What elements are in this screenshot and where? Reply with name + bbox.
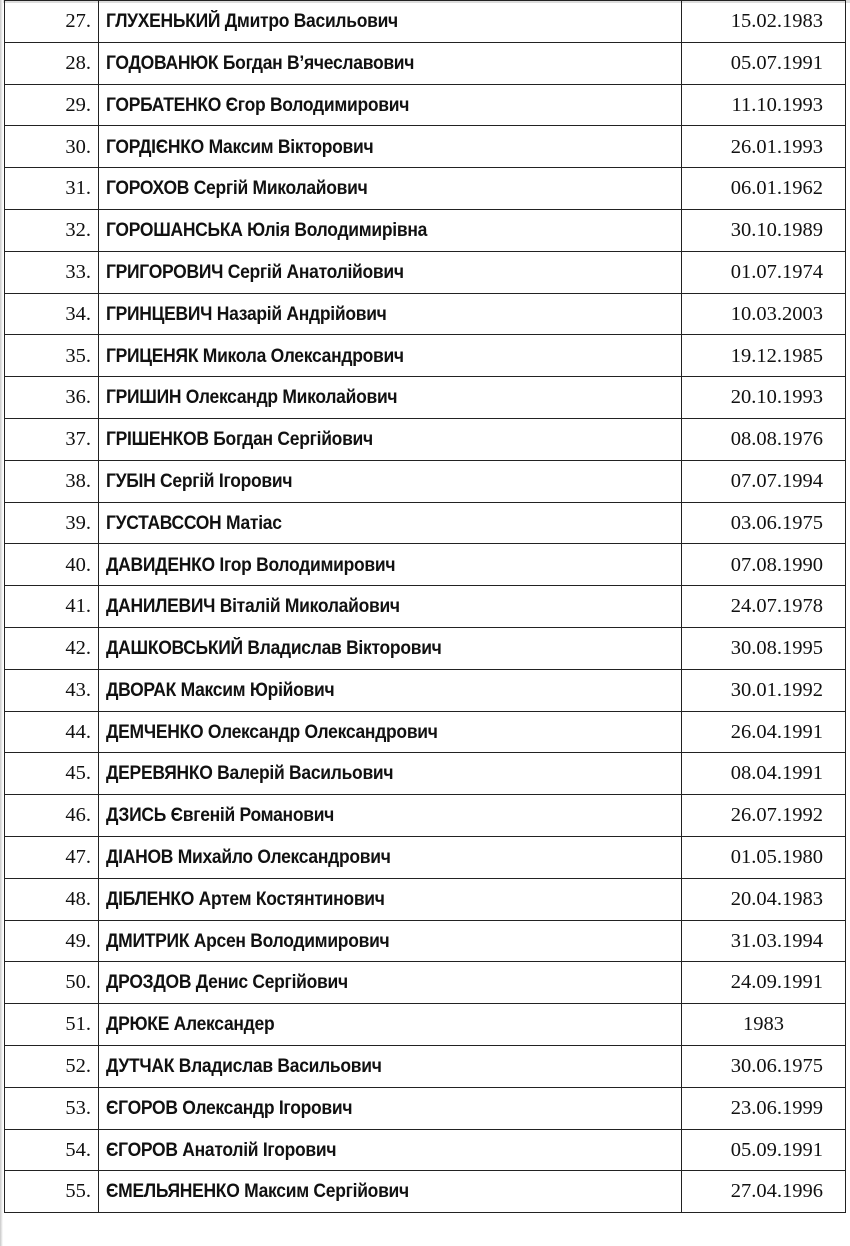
table-row — [5, 335, 846, 377]
row-number: 48. — [5, 878, 99, 920]
table-row — [5, 753, 846, 795]
name-cell — [99, 795, 682, 837]
row-number: 38. — [5, 460, 99, 502]
full-name: ДМИТРИК Арсен Володимирович — [106, 930, 390, 952]
name-cell — [99, 753, 682, 795]
table-row — [5, 586, 846, 628]
birth-date: 08.04.1991 — [682, 753, 846, 795]
full-name: ГРИНЦЕВИЧ Назарій Андрійович — [106, 303, 387, 325]
full-name: ДІБЛЕНКО Артем Костянтинович — [106, 888, 385, 910]
row-number: 49. — [5, 920, 99, 962]
full-name: ГОДОВАНЮК Богдан В’ячеславович — [106, 52, 415, 74]
full-name: ДРЮКЕ Александер — [106, 1014, 275, 1036]
table-row — [5, 1129, 846, 1171]
table-row — [5, 1045, 846, 1087]
row-number: 43. — [5, 669, 99, 711]
name-cell — [99, 377, 682, 419]
table-row — [5, 502, 846, 544]
full-name: ДВОРАК Максим Юрійович — [106, 679, 335, 701]
full-name: ГОРОШАНСЬКА Юлія Володимирівна — [106, 220, 428, 242]
full-name: ЄГОРОВ Олександр Ігорович — [106, 1097, 353, 1119]
full-name: ГУБІН Сергій Ігорович — [106, 470, 293, 492]
row-number: 54. — [5, 1129, 99, 1171]
row-number: 51. — [5, 1004, 99, 1046]
birth-date: 1983 — [682, 1004, 846, 1046]
name-cell — [99, 836, 682, 878]
full-name: ГРИГОРОВИЧ Сергій Анатолійович — [106, 261, 404, 283]
name-cell — [99, 209, 682, 251]
birth-date: 27.04.1996 — [682, 1171, 846, 1213]
name-cell — [99, 126, 682, 168]
birth-date: 19.12.1985 — [682, 335, 846, 377]
full-name: ГРИШИН Олександр Миколайович — [106, 387, 398, 409]
birth-date: 30.01.1992 — [682, 669, 846, 711]
full-name: ДАШКОВСЬКИЙ Владислав Вікторович — [106, 638, 442, 660]
name-cell — [99, 1, 682, 43]
row-number: 28. — [5, 42, 99, 84]
row-number: 55. — [5, 1171, 99, 1213]
name-cell — [99, 84, 682, 126]
birth-date: 10.03.2003 — [682, 293, 846, 335]
full-name: ЄМЕЛЬЯНЕНКО Максим Сергійович — [106, 1181, 409, 1203]
table-row — [5, 460, 846, 502]
birth-date: 03.06.1975 — [682, 502, 846, 544]
row-number: 46. — [5, 795, 99, 837]
row-number: 47. — [5, 836, 99, 878]
row-number: 34. — [5, 293, 99, 335]
table-row — [5, 1, 846, 43]
row-number: 39. — [5, 502, 99, 544]
full-name: ДАВИДЕНКО Ігор Володимирович — [106, 554, 396, 576]
table-row — [5, 544, 846, 586]
name-cell — [99, 962, 682, 1004]
birth-date: 24.07.1978 — [682, 586, 846, 628]
name-cell — [99, 1087, 682, 1129]
full-name: ДЕМЧЕНКО Олександр Олександрович — [106, 721, 438, 743]
birth-date: 15.02.1983 — [682, 1, 846, 43]
birth-date: 01.07.1974 — [682, 251, 846, 293]
row-number: 30. — [5, 126, 99, 168]
table-row — [5, 1004, 846, 1046]
full-name: ГУСТАВССОН Матіас — [106, 512, 282, 534]
name-cell — [99, 669, 682, 711]
row-number: 27. — [5, 1, 99, 43]
table-row — [5, 669, 846, 711]
full-name: ГРІШЕНКОВ Богдан Сергійович — [106, 429, 373, 451]
row-number: 53. — [5, 1087, 99, 1129]
full-name: ГОРОХОВ Сергій Миколайович — [106, 178, 368, 200]
birth-date: 26.01.1993 — [682, 126, 846, 168]
name-cell — [99, 711, 682, 753]
table-row — [5, 962, 846, 1004]
table-row — [5, 627, 846, 669]
name-cell — [99, 878, 682, 920]
birth-date: 30.08.1995 — [682, 627, 846, 669]
row-number: 29. — [5, 84, 99, 126]
name-cell — [99, 251, 682, 293]
birth-date: 26.07.1992 — [682, 795, 846, 837]
birth-date: 08.08.1976 — [682, 418, 846, 460]
name-cell — [99, 42, 682, 84]
name-cell — [99, 1171, 682, 1213]
birth-date: 05.09.1991 — [682, 1129, 846, 1171]
table-row — [5, 126, 846, 168]
table-row — [5, 418, 846, 460]
birth-date: 23.06.1999 — [682, 1087, 846, 1129]
table-row — [5, 1171, 846, 1213]
full-name: ДЕРЕВЯНКО Валерій Васильович — [106, 763, 394, 785]
name-cell — [99, 920, 682, 962]
name-cell — [99, 460, 682, 502]
full-name: ДРОЗДОВ Денис Сергійович — [106, 972, 348, 994]
name-cell — [99, 168, 682, 210]
row-number: 41. — [5, 586, 99, 628]
birth-date: 26.04.1991 — [682, 711, 846, 753]
birth-date: 30.06.1975 — [682, 1045, 846, 1087]
name-cell — [99, 335, 682, 377]
birth-date: 01.05.1980 — [682, 836, 846, 878]
name-cell — [99, 1004, 682, 1046]
name-cell — [99, 586, 682, 628]
birth-date: 11.10.1993 — [682, 84, 846, 126]
roster-table — [4, 0, 846, 1213]
name-cell — [99, 293, 682, 335]
birth-date: 06.01.1962 — [682, 168, 846, 210]
table-row — [5, 251, 846, 293]
name-cell — [99, 502, 682, 544]
name-cell — [99, 627, 682, 669]
name-cell — [99, 1045, 682, 1087]
table-row — [5, 836, 846, 878]
birth-date: 30.10.1989 — [682, 209, 846, 251]
row-number: 44. — [5, 711, 99, 753]
name-cell — [99, 1129, 682, 1171]
row-number: 33. — [5, 251, 99, 293]
table-row — [5, 1087, 846, 1129]
row-number: 40. — [5, 544, 99, 586]
row-number: 35. — [5, 335, 99, 377]
row-number: 37. — [5, 418, 99, 460]
table-row — [5, 84, 846, 126]
birth-date: 20.10.1993 — [682, 377, 846, 419]
table-row — [5, 920, 846, 962]
name-cell — [99, 418, 682, 460]
row-number: 50. — [5, 962, 99, 1004]
birth-date: 05.07.1991 — [682, 42, 846, 84]
birth-date: 07.07.1994 — [682, 460, 846, 502]
row-number: 32. — [5, 209, 99, 251]
row-number: 36. — [5, 377, 99, 419]
table-row — [5, 878, 846, 920]
table-row — [5, 293, 846, 335]
full-name: ДУТЧАК Владислав Васильович — [106, 1056, 382, 1078]
birth-date: 07.08.1990 — [682, 544, 846, 586]
row-number: 42. — [5, 627, 99, 669]
roster-table-body — [5, 1, 846, 1213]
table-row — [5, 795, 846, 837]
full-name: ДАНИЛЕВИЧ Віталій Миколайович — [106, 596, 400, 618]
full-name: ГЛУХЕНЬКИЙ Дмитро Васильович — [106, 11, 398, 33]
left-edge-shadow — [0, 0, 3, 1246]
full-name: ДЗИСЬ Євгеній Романович — [106, 805, 335, 827]
table-row — [5, 209, 846, 251]
name-cell — [99, 544, 682, 586]
birth-date: 24.09.1991 — [682, 962, 846, 1004]
birth-date: 20.04.1983 — [682, 878, 846, 920]
full-name: ДІАНОВ Михайло Олександрович — [106, 847, 391, 869]
table-row — [5, 377, 846, 419]
full-name: ГОРБАТЕНКО Єгор Володимирович — [106, 94, 410, 116]
table-row — [5, 168, 846, 210]
row-number: 31. — [5, 168, 99, 210]
birth-date: 31.03.1994 — [682, 920, 846, 962]
full-name: ЄГОРОВ Анатолій Ігорович — [106, 1139, 337, 1161]
full-name: ГРИЦЕНЯК Микола Олександрович — [106, 345, 404, 367]
table-row — [5, 711, 846, 753]
row-number: 45. — [5, 753, 99, 795]
row-number: 52. — [5, 1045, 99, 1087]
table-row — [5, 42, 846, 84]
full-name: ГОРДІЄНКО Максим Вікторович — [106, 136, 374, 158]
